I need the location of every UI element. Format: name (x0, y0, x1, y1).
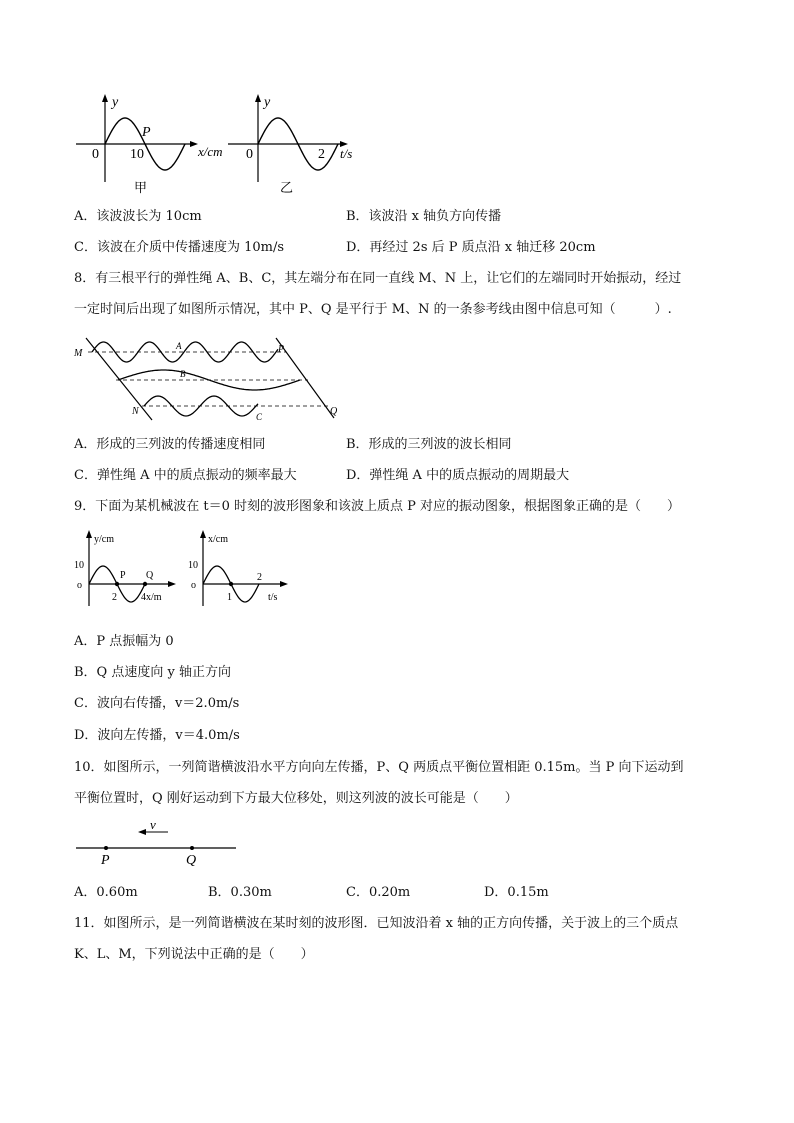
q7-jia-tick: 10 (130, 147, 144, 162)
q8-option-b: B．形成的三列波的波长相同 (346, 437, 512, 452)
q9-stem: 9．下面为某机械波在 t＝0 时刻的波形图象和该波上质点 P 对应的振动图象，根据图象正确的是（ ） (74, 499, 681, 514)
q8-option-c: C．弹性绳 A 中的质点振动的频率最大 (74, 468, 297, 483)
q9-wave-point-q: Q (146, 570, 154, 581)
q10-stem-line1: 10．如图所示，一列简谐横波沿水平方向向左传播，P、Q 两质点平衡位置相距 0.15m。当 P 向下运动到 (74, 760, 684, 775)
q9-vib-tick2: 2 (257, 572, 262, 583)
q11-stem-line1: 11．如图所示，是一列简谐横波在某时刻的波形图．已知波沿着 x 轴的正方向传播，关于波上的三个质点 (74, 916, 679, 931)
q10-label-q: Q (186, 853, 197, 868)
q7-yi-caption: 乙 (280, 180, 294, 195)
q9-wave-tick2: 4 (141, 592, 146, 603)
q8-label-c: C (256, 412, 263, 422)
q9-wave-tick1: 2 (112, 592, 117, 603)
q9-wave-x-label: x/m (146, 592, 162, 603)
q8-label-a: A (176, 341, 182, 351)
q7-option-c: C．该波在介质中传播速度为 10m/s (74, 240, 284, 255)
q10-stem-line2: 平衡位置时，Q 刚好运动到下方最大位移处，则这列波的波长可能是（ ） (74, 791, 518, 806)
q7-option-b: B．该波沿 x 轴负方向传播 (346, 209, 502, 224)
q7-figure-yi (222, 92, 372, 200)
q8-label-m: M (74, 348, 83, 359)
q9-option-a: A．P 点振幅为 0 (74, 634, 174, 649)
q8-option-d: D．弹性绳 A 中的质点振动的周期最大 (346, 468, 570, 483)
q10-label-p: P (101, 853, 110, 868)
q9-vib-y-label: x/cm (208, 534, 228, 545)
q9-figure-wave (72, 528, 182, 610)
q9-vib-amp: 10 (188, 560, 198, 571)
q9-wave-y-label: y/cm (94, 534, 114, 545)
q7-jia-caption: 甲 (134, 180, 148, 195)
q10-option-d: D．0.15m (484, 885, 549, 900)
q8-label-p: P (278, 344, 285, 355)
q8-stem-line2: 一定时间后出现了如图所示情况，其中 P、Q 是平行于 M、N 的一条参考线由图中信息可知（ ）. (74, 302, 672, 317)
q7-figure-jia (70, 92, 230, 200)
q9-wave-origin: o (77, 580, 82, 591)
q8-figure (72, 330, 362, 430)
q10-option-b: B．0.30m (208, 885, 272, 900)
q10-option-a: A．0.60m (74, 885, 138, 900)
q8-option-a: A．形成的三列波的传播速度相同 (74, 437, 266, 452)
q9-wave-amp: 10 (74, 560, 84, 571)
q8-stem-line1: 8．有三根平行的弹性绳 A、B、C，其左端分布在同一直线 M、N 上，让它们的左端同时开始振动，经过 (74, 271, 682, 286)
q9-option-c: C．波向右传播，v＝2.0m/s (74, 696, 240, 711)
q7-jia-x-label: x/cm (198, 144, 223, 159)
q7-jia-point-p: P (142, 125, 151, 140)
q9-option-d: D．波向左传播，v＝4.0m/s (74, 728, 240, 743)
q8-label-n: N (132, 406, 139, 417)
q7-yi-x-label: t/s (340, 146, 353, 161)
q9-figure-vibration (186, 528, 296, 610)
q10-option-c: C．0.20m (346, 885, 411, 900)
q7-jia-y-label: y (112, 95, 119, 110)
q8-label-b: B (180, 369, 186, 379)
q7-option-a: A．该波波长为 10cm (74, 209, 202, 224)
q10-label-v: v (150, 818, 156, 832)
q11-stem-line2: K、L、M，下列说法中正确的是（ ） (74, 947, 314, 962)
q7-option-d: D．再经过 2s 后 P 质点沿 x 轴迁移 20cm (346, 240, 596, 255)
q7-jia-origin: 0 (92, 147, 99, 162)
q7-yi-tick: 2 (318, 147, 325, 162)
q9-vib-tick1: 1 (227, 592, 232, 603)
q9-vib-x-label: t/s (268, 592, 278, 603)
q9-option-b: B．Q 点速度向 y 轴正方向 (74, 665, 231, 680)
q7-yi-y-label: y (264, 95, 271, 110)
q8-label-q: Q (330, 406, 338, 417)
q9-vib-origin: o (191, 580, 196, 591)
q10-figure (72, 818, 242, 868)
q9-wave-point-p: P (120, 570, 126, 581)
q7-yi-origin: 0 (246, 147, 253, 162)
